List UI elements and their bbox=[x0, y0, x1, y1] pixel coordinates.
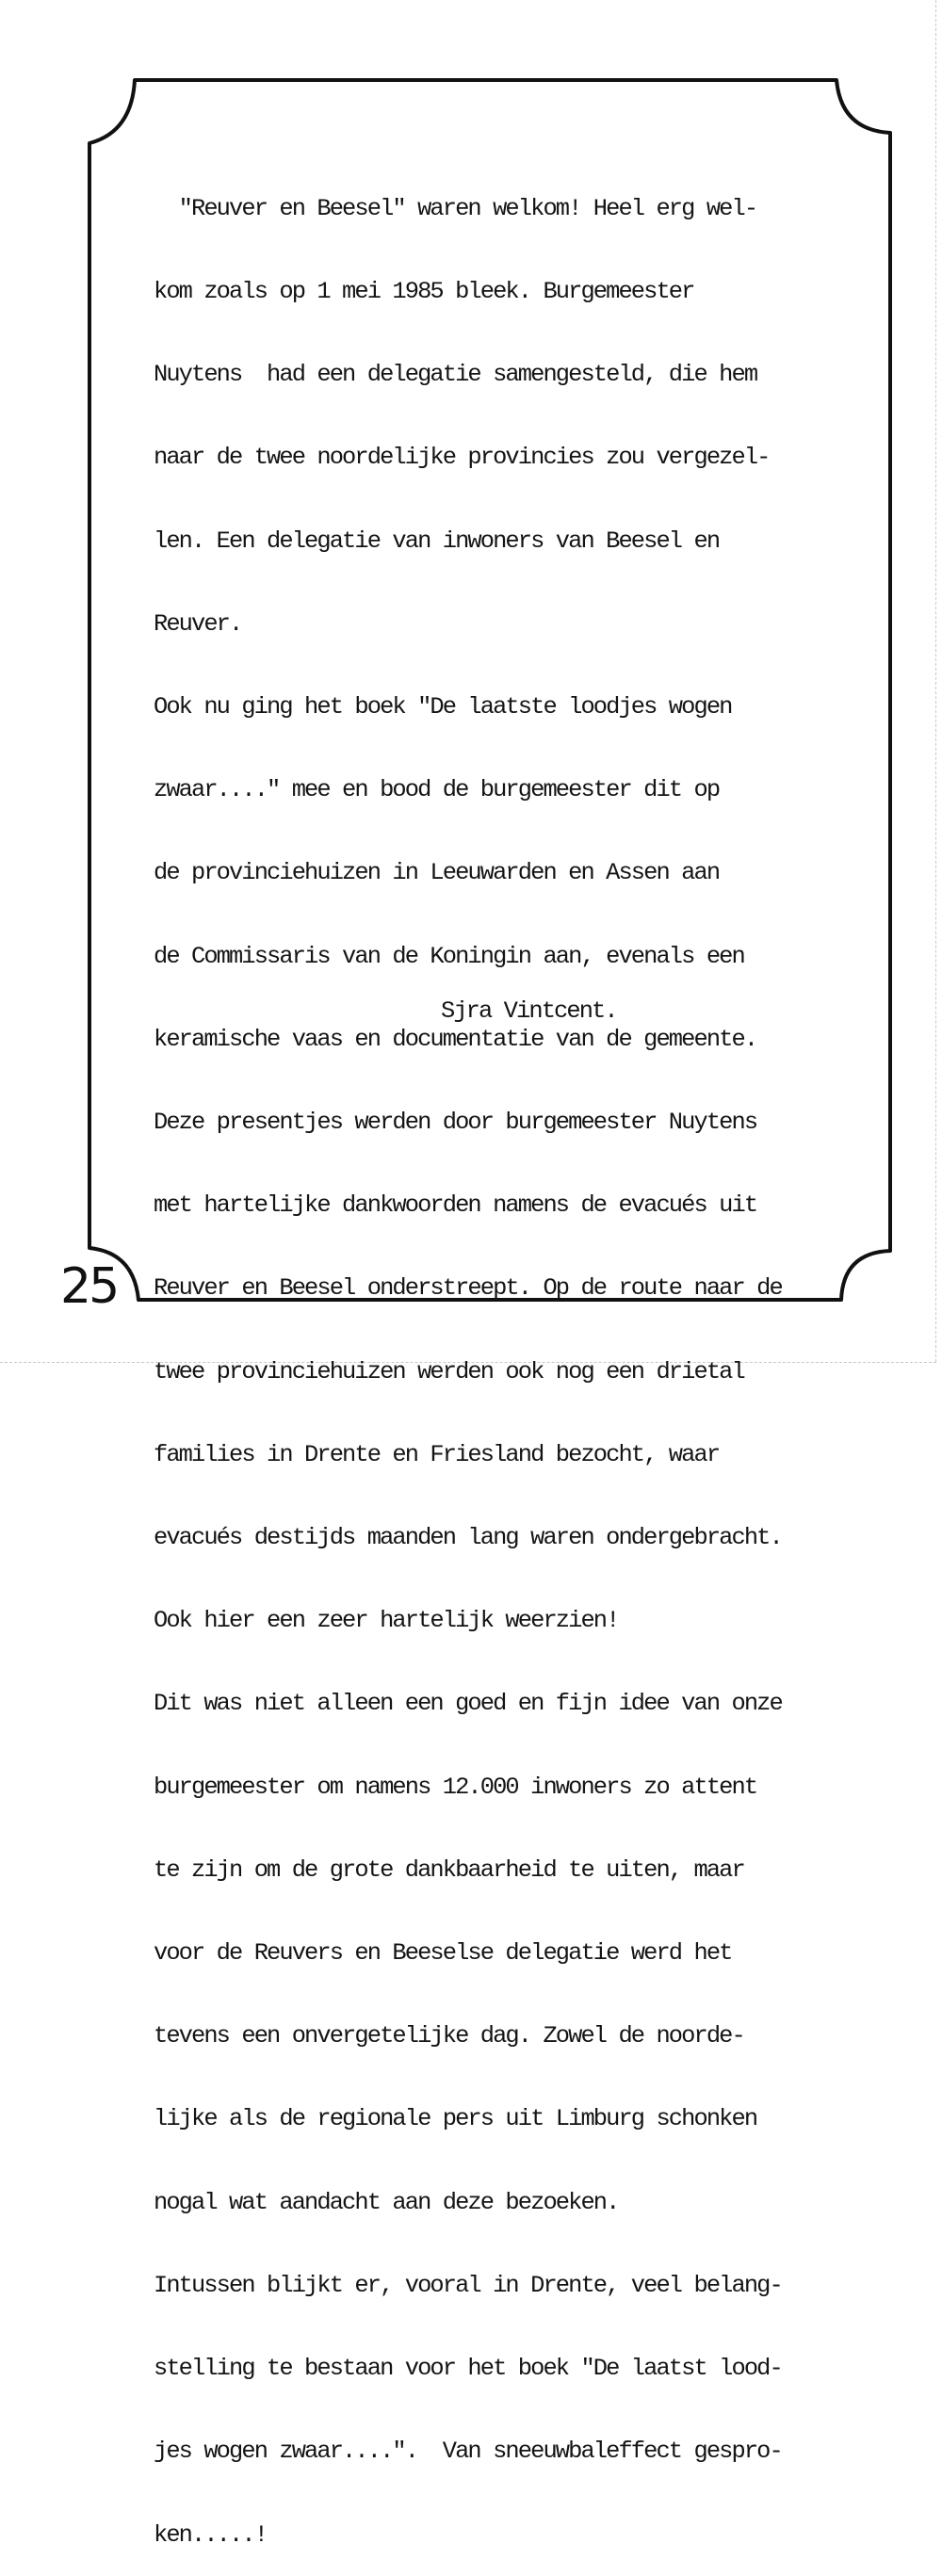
text-line: twee provinciehuizen werden ook nog een drietal bbox=[154, 1357, 744, 1385]
text-line: Intussen blijkt er, vooral in Drente, veel belang- bbox=[154, 2271, 782, 2299]
text-line: families in Drente en Friesland bezocht, waar bbox=[154, 1440, 720, 1468]
text-line: Ook hier een zeer hartelijk weerzien! bbox=[154, 1607, 619, 1635]
text-line: Dit was niet alleen een goed en fijn idee van onze bbox=[154, 1690, 782, 1718]
text-line: Nuytens had een delegatie samengesteld, die hem bbox=[154, 361, 757, 389]
text-line: zwaar...." mee en bood de burgemeester dit op bbox=[154, 776, 720, 804]
text-line: Ook nu ging het boek "De laatste loodjes wogen bbox=[154, 693, 732, 721]
text-line: de Commissaris van de Koningin aan, evenals een bbox=[154, 942, 744, 970]
text-line: tevens een onvergetelijke dag. Zowel de noorde- bbox=[154, 2022, 744, 2050]
text-line: de provinciehuizen in Leeuwarden en Assen aan bbox=[154, 859, 720, 887]
text-line: met hartelijke dankwoorden namens de evacués uit bbox=[154, 1191, 757, 1220]
page-number: 25 bbox=[60, 1258, 118, 1315]
text-line: jes wogen zwaar....". Van sneeuwbaleffect gespro- bbox=[154, 2438, 782, 2466]
text-line: stelling te bestaan voor het boek "De laatst lood- bbox=[154, 2355, 782, 2383]
article-body bbox=[154, 139, 851, 2576]
text-line: Deze presentjes werden door burgemeester Nuytens bbox=[154, 1109, 757, 1137]
text-line: lijke als de regionale pers uit Limburg schonken bbox=[154, 2105, 757, 2133]
author-signature: Sjra Vintcent. bbox=[441, 997, 617, 1025]
text-line: "Reuver en Beesel" waren welkom! Heel erg wel- bbox=[154, 194, 757, 222]
text-line: voor de Reuvers en Beeselse delegatie werd het bbox=[154, 1939, 732, 1968]
text-line: keramische vaas en documentatie van de gemeente. bbox=[154, 1025, 757, 1053]
text-line: ken.....! bbox=[154, 2520, 268, 2549]
text-line: evacués destijds maanden lang waren ondergebracht. bbox=[154, 1524, 782, 1552]
text-line: nogal wat aandacht aan deze bezoeken. bbox=[154, 2188, 619, 2216]
text-line: Reuver. bbox=[154, 609, 242, 638]
text-line: te zijn om de grote dankbaarheid te uiten, maar bbox=[154, 1855, 744, 1884]
text-line: burgemeester om namens 12.000 inwoners zo attent bbox=[154, 1773, 757, 1801]
text-line: kom zoals op 1 mei 1985 bleek. Burgemeester bbox=[154, 278, 694, 306]
text-line: len. Een delegatie van inwoners van Beesel en bbox=[154, 527, 720, 555]
text-line: naar de twee noordelijke provincies zou vergezel- bbox=[154, 444, 770, 472]
text-line: Reuver en Beesel onderstreept. Op de route naar de bbox=[154, 1274, 782, 1303]
